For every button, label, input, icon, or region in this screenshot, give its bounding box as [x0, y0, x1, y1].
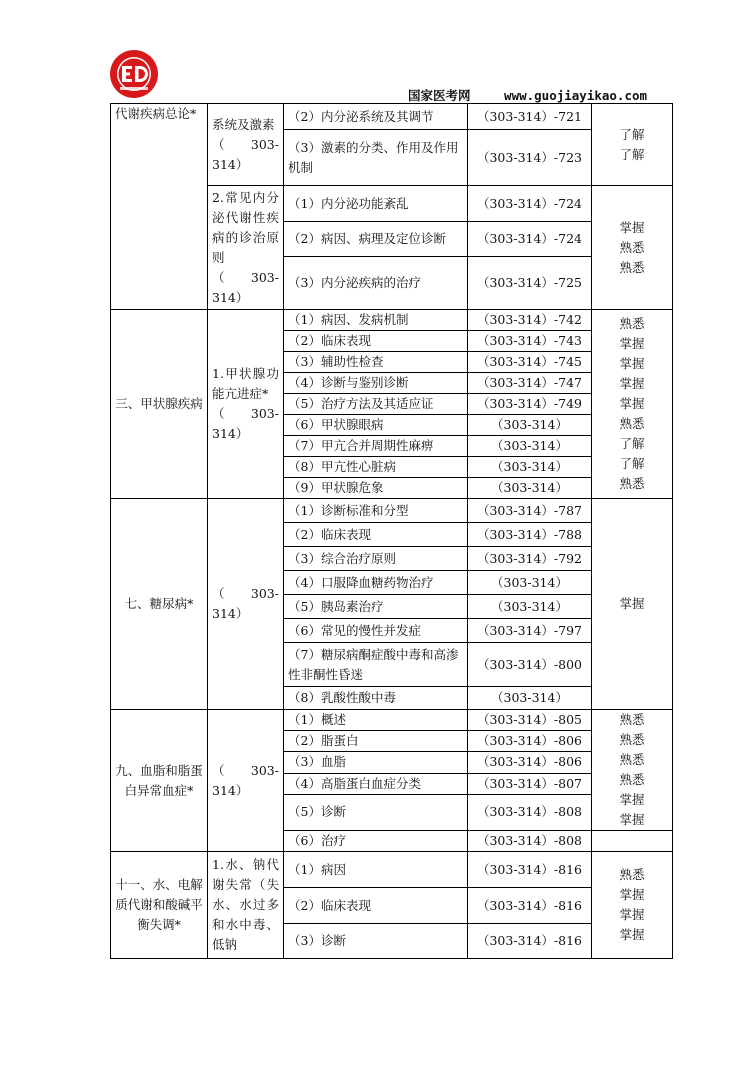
level-text: 熟悉: [619, 712, 645, 727]
subunit-code: （303-314）: [212, 269, 279, 305]
subunit-title: 2.常见内分泌代谢性疾病的诊治原则: [212, 189, 279, 265]
level-text: 熟悉: [619, 316, 645, 331]
item-name: （6）甲状腺眼病: [284, 415, 468, 436]
table-row: [111, 310, 673, 331]
item-code: （303-314）-749: [468, 394, 592, 415]
item-code: （303-314）: [468, 457, 592, 478]
item-code: （303-314）: [468, 687, 592, 710]
item-name: （3）激素的分类、作用及作用机制: [284, 130, 468, 186]
item-code: （303-314）-808: [468, 794, 592, 830]
level-text: 掌握: [619, 396, 645, 411]
item-name: （1）诊断标准和分型: [284, 499, 468, 523]
level-text: 掌握: [619, 907, 645, 922]
item-name: （2）内分泌系统及其调节: [284, 104, 468, 130]
item-name: （7）甲亢合并周期性麻痹: [284, 436, 468, 457]
item-name: （1）病因: [284, 852, 468, 888]
site-name: 国家医考网: [408, 88, 471, 103]
unit-title: 三、甲状腺疾病: [111, 310, 208, 499]
item-name: （5）诊断: [284, 794, 468, 830]
level-cell: [592, 310, 673, 499]
level-text: 了解: [619, 436, 645, 451]
table-row: [111, 852, 673, 888]
item-name: （2）临床表现: [284, 888, 468, 924]
item-name: （3）综合治疗原则: [284, 547, 468, 571]
level-cell: [592, 710, 673, 831]
level-text: 掌握: [619, 927, 645, 942]
empty-level-cell: [592, 831, 673, 852]
item-name: （1）病因、发病机制: [284, 310, 468, 331]
unit-title: 代谢疾病总论*: [111, 104, 208, 310]
level-text: 熟悉: [619, 239, 645, 255]
item-code: （303-314）-742: [468, 310, 592, 331]
item-name: （4）高脂蛋白血症分类: [284, 773, 468, 794]
level-cell: [592, 104, 673, 186]
level-text: 了解: [619, 126, 645, 142]
item-name: （8）甲亢性心脏病: [284, 457, 468, 478]
item-code: （303-314）-792: [468, 547, 592, 571]
level-text: 了解: [619, 456, 645, 471]
item-code: （303-314）-787: [468, 499, 592, 523]
item-code: （303-314）-807: [468, 773, 592, 794]
table-row: [111, 710, 673, 731]
item-name: （6）治疗: [284, 831, 468, 852]
item-code: （303-314）-723: [468, 130, 592, 186]
level-text: 了解: [619, 146, 645, 162]
subunit-code: （303-314）: [212, 136, 279, 172]
item-name: （3）辅助性检查: [284, 352, 468, 373]
item-name: （3）血脂: [284, 752, 468, 773]
item-code: （303-314）-800: [468, 643, 592, 687]
level-text: 熟悉: [619, 416, 645, 431]
level-text: 熟悉: [619, 259, 645, 275]
level-text: 掌握: [619, 219, 645, 235]
item-code: （303-314）: [468, 415, 592, 436]
item-name: （9）甲状腺危象: [284, 478, 468, 499]
item-code: （303-314）-816: [468, 852, 592, 888]
item-code: （303-314）: [468, 595, 592, 619]
item-code: （303-314）-721: [468, 104, 592, 130]
item-code: （303-314）-724: [468, 222, 592, 257]
item-code: （303-314）-808: [468, 831, 592, 852]
level-text: 掌握: [619, 887, 645, 902]
level-text: 熟悉: [619, 867, 645, 882]
item-name: （7）糖尿病酮症酸中毒和高渗性非酮性昏迷: [284, 643, 468, 687]
item-code: （303-314）: [468, 436, 592, 457]
item-code: （303-314）-745: [468, 352, 592, 373]
item-code: （303-314）: [468, 571, 592, 595]
unit-title: 十一、水、电解质代谢和酸碱平衡失调*: [111, 852, 208, 959]
item-code: （303-314）-724: [468, 186, 592, 222]
level-text: 掌握: [619, 812, 645, 827]
subunit-cell: [208, 186, 284, 310]
item-code: （303-314）-816: [468, 924, 592, 959]
item-name: （3）诊断: [284, 924, 468, 959]
item-name: （1）概述: [284, 710, 468, 731]
item-name: （8）乳酸性酸中毒: [284, 687, 468, 710]
subunit-code: （303-314）: [208, 710, 284, 852]
item-name: （2）病因、病理及定位诊断: [284, 222, 468, 257]
item-code: （303-314）-805: [468, 710, 592, 731]
level-text: 熟悉: [619, 772, 645, 787]
item-name: （1）内分泌功能紊乱: [284, 186, 468, 222]
item-code: （303-314）-788: [468, 523, 592, 547]
item-name: （2）脂蛋白: [284, 731, 468, 752]
item-code: （303-314）-743: [468, 331, 592, 352]
item-code: （303-314）-747: [468, 373, 592, 394]
item-name: （6）常见的慢性并发症: [284, 619, 468, 643]
subunit-title: 1.水、钠代谢失常（失水、水过多和水中毒、低钠: [208, 852, 284, 959]
item-code: （303-314）-806: [468, 752, 592, 773]
item-name: （2）临床表现: [284, 523, 468, 547]
item-code: （303-314）-816: [468, 888, 592, 924]
item-name: （5）治疗方法及其适应证: [284, 394, 468, 415]
subunit-code: （303-314）: [212, 406, 279, 441]
item-name: （5）胰岛素治疗: [284, 595, 468, 619]
level-text: 掌握: [592, 499, 673, 710]
subunit-code: （303-314）: [208, 499, 284, 710]
table-row: [111, 104, 673, 130]
subunit-title: 系统及激素: [212, 116, 275, 132]
syllabus-table: [110, 103, 673, 959]
level-text: 掌握: [619, 356, 645, 371]
item-code: （303-314）-725: [468, 257, 592, 310]
level-text: 熟悉: [619, 752, 645, 767]
page-header: [408, 86, 647, 104]
level-cell: [592, 852, 673, 959]
item-name: （3）内分泌疾病的治疗: [284, 257, 468, 310]
item-code: （303-314）-806: [468, 731, 592, 752]
subunit-cell: [208, 310, 284, 499]
table-row: [111, 499, 673, 523]
level-text: 熟悉: [619, 732, 645, 747]
level-cell: [592, 186, 673, 310]
item-name: （4）诊断与鉴别诊断: [284, 373, 468, 394]
subunit-cell: [208, 104, 284, 186]
item-name: （4）口服降血糖药物治疗: [284, 571, 468, 595]
unit-title: 九、血脂和脂蛋白异常血症*: [111, 710, 208, 852]
site-url[interactable]: www.guojiayikao.com: [504, 88, 648, 103]
level-text: 掌握: [619, 336, 645, 351]
exam-logo-icon: [109, 49, 159, 99]
level-text: 掌握: [619, 792, 645, 807]
level-text: 熟悉: [619, 476, 645, 491]
item-code: （303-314）: [468, 478, 592, 499]
unit-title: 七、糖尿病*: [111, 499, 208, 710]
subunit-title: 1.甲状腺功能亢进症*: [212, 366, 279, 401]
item-name: （2）临床表现: [284, 331, 468, 352]
item-code: （303-314）-797: [468, 619, 592, 643]
level-text: 掌握: [619, 376, 645, 391]
